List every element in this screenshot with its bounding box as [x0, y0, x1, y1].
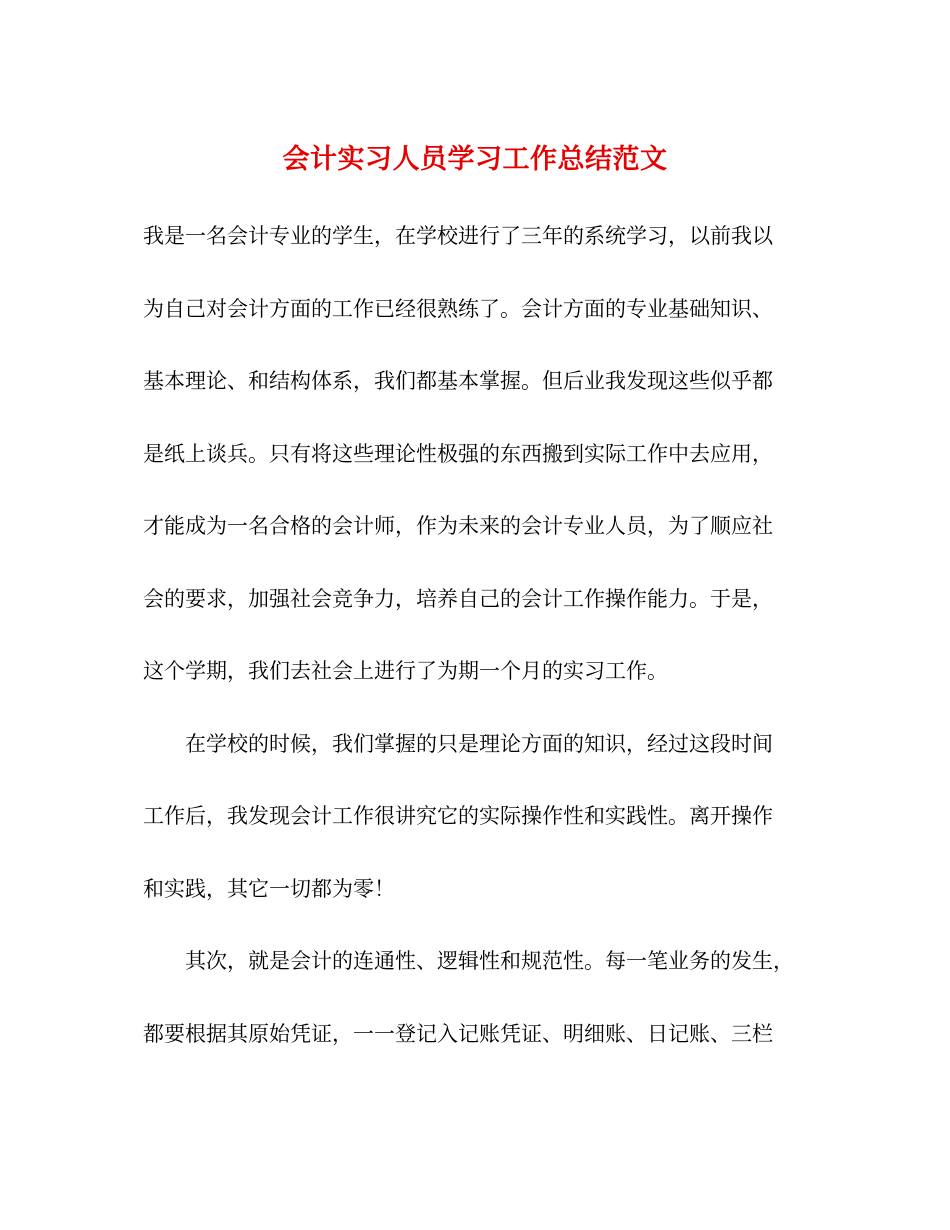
paragraph-start-line: 在学校的时候，我们掌握的只是理论方面的知识，经过这段时间	[185, 731, 773, 756]
document-title: 会计实习人员学习工作总结范文	[282, 144, 668, 175]
body-line: 都要根据其原始凭证，一一登记入记账凭证、明细账、日记账、三栏	[143, 1021, 773, 1046]
body-line: 会的要求，加强社会竞争力，培养自己的会计工作操作能力。于是，	[143, 586, 773, 611]
body-line: 基本理论、和结构体系，我们都基本掌握。但后业我发现这些似乎都	[143, 369, 773, 393]
paragraph-start-line: 其次，就是会计的连通性、逻辑性和规范性。每一笔业务的发生，	[185, 949, 794, 973]
body-line: 工作后，我发现会计工作很讲究它的实际操作性和实践性。离开操作	[143, 804, 773, 828]
body-line: 我是一名会计专业的学生，在学校进行了三年的系统学习，以前我以	[143, 224, 773, 248]
body-line: 才能成为一名合格的会计师，作为未来的会计专业人员，为了顺应社	[143, 514, 773, 538]
body-line: 是纸上谈兵。只有将这些理论性极强的东西搬到实际工作中去应用，	[143, 441, 773, 466]
body-line: 为自己对会计方面的工作已经很熟练了。会计方面的专业基础知识、	[143, 296, 773, 321]
body-line: 这个学期，我们去社会上进行了为期一个月的实习工作。	[143, 659, 668, 683]
body-line: 和实践，其它一切都为零！	[143, 876, 395, 901]
document-body	[143, 224, 813, 1094]
